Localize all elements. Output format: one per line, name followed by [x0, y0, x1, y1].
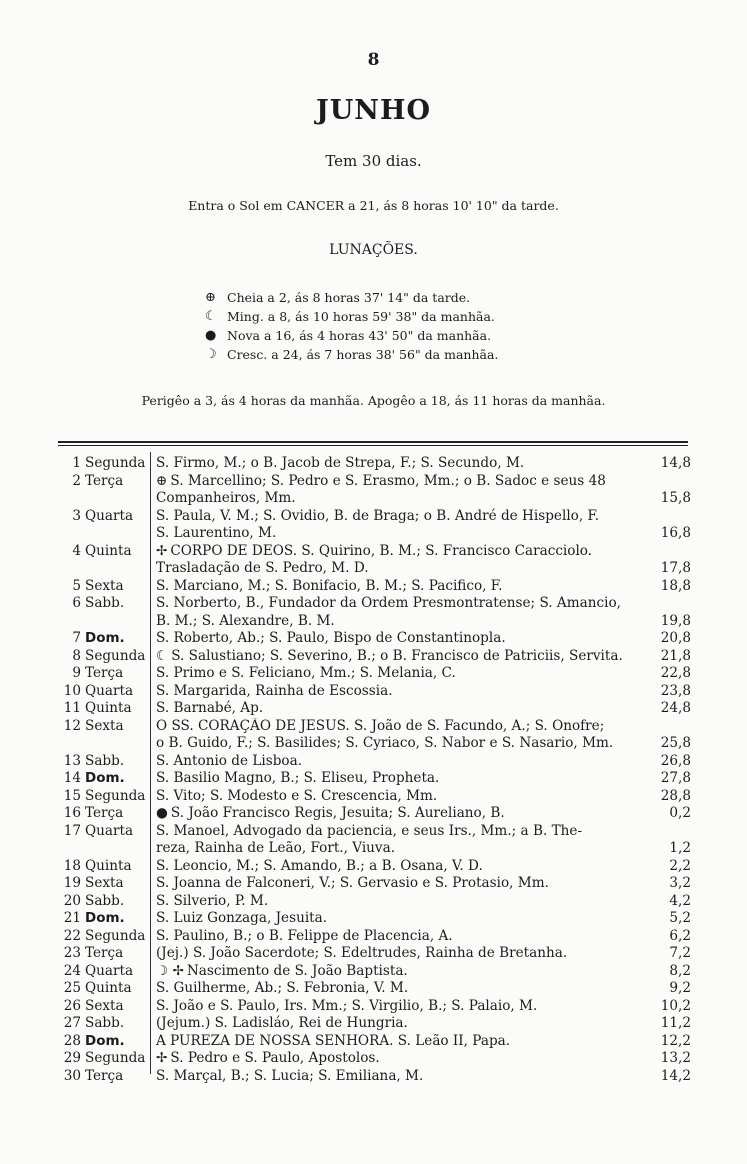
day-number: 12 [63, 717, 81, 734]
saints-line [156, 753, 629, 771]
moon-age-cell [629, 823, 691, 858]
moon-age-cell [629, 665, 691, 683]
day-number: 19 [63, 875, 81, 891]
saints-text [151, 1050, 629, 1068]
saints-line [156, 595, 629, 613]
weekday: Terça [85, 665, 124, 681]
day-number: 23 [63, 945, 81, 961]
day-number: 28 [63, 1032, 81, 1049]
day-number: 3 [72, 507, 81, 524]
phase-new-moon [205, 326, 498, 345]
moon-age-value: 0,2 [669, 805, 691, 821]
weekday: Quarta [85, 822, 134, 839]
saints-text [151, 753, 629, 771]
days-count: Tem 30 dias. [325, 152, 422, 170]
saints-line [156, 560, 629, 578]
saints-text [151, 998, 629, 1016]
moon-age-cell [629, 893, 691, 911]
weekday: Dom. [85, 910, 125, 926]
day-number: 1 [72, 455, 81, 471]
table-top-rule-thin [58, 445, 688, 446]
moon-age-cell [629, 683, 691, 701]
table-row [55, 1033, 695, 1051]
weekday: Sexta [85, 717, 124, 734]
table-row [55, 455, 695, 473]
weekday: Terça [85, 805, 124, 821]
saints-line-text: S. Marçal, B.; S. Lucia; S. Emiliana, M. [156, 1067, 424, 1084]
saints-text [151, 578, 629, 596]
moon-age-value: 19,8 [660, 612, 691, 629]
saints-line-text: S. Paulino, B.; o B. Felippe de Placencia, A. [156, 927, 453, 944]
saints-line [156, 1068, 629, 1086]
saints-line-text: A PUREZA DE NOSSA SENHORA. S. Leão II, Papa. [156, 1032, 511, 1049]
saints-line [156, 1050, 629, 1068]
saints-line-text: S. Joanna de Falconeri, V.; S. Gervasio e S. Protasio, Mm. [156, 875, 549, 891]
saints-line-text: Companheiros, Mm. [156, 490, 296, 506]
saints-line [156, 455, 629, 473]
full-moon-icon: ⊕ [205, 290, 216, 305]
day-number: 13 [63, 752, 81, 769]
moon-age-value: 27,8 [660, 770, 691, 786]
moon-age-value: 12,2 [660, 1032, 691, 1049]
weekday: Segunda [85, 927, 146, 944]
full-moon-icon: ⊕ [156, 472, 168, 489]
day-number: 22 [63, 927, 81, 944]
moon-age-cell [629, 1050, 691, 1068]
saints-line [156, 1033, 629, 1051]
saints-line-text: Nascimento de S. João Baptista. [186, 962, 408, 979]
weekday: Quinta [85, 542, 132, 559]
moon-age-cell [629, 718, 691, 753]
moon-age-cell [629, 648, 691, 666]
day-number: 17 [63, 822, 81, 839]
moon-age-value: 14,2 [660, 1067, 691, 1084]
saints-text [151, 910, 629, 928]
moon-age-value: 11,2 [660, 1015, 691, 1031]
moon-age-value: 24,8 [660, 700, 691, 716]
saints-line-text: (Jejum.) S. Ladisláo, Rei de Hungria. [156, 1015, 408, 1031]
first-quarter-moon-icon: ☽ [205, 347, 217, 362]
moon-age-value: 20,8 [660, 630, 691, 646]
saints-line [156, 718, 629, 736]
day-number: 30 [63, 1067, 81, 1084]
weekday: Sabb. [85, 752, 125, 769]
moon-age-cell [629, 595, 691, 630]
day-number: 21 [63, 910, 81, 926]
moon-age-cell [629, 1068, 691, 1086]
day-number: 4 [72, 542, 81, 559]
moon-age-value: 13,2 [660, 1050, 691, 1066]
moon-age-cell [629, 700, 691, 718]
moon-age-cell [629, 858, 691, 876]
day-number: 27 [63, 1015, 81, 1031]
page-number: 8 [367, 50, 380, 70]
saints-line-text: S. Norberto, B., Fundador da Ordem Presmontratense; S. Amancio, [156, 595, 621, 611]
saints-text [151, 543, 629, 578]
spacer [629, 595, 691, 613]
saints-line-text: S. Luiz Gonzaga, Jesuita. [156, 910, 328, 926]
day-number: 24 [63, 962, 81, 979]
saints-text [151, 630, 629, 648]
saints-line-text: S. Roberto, Ab.; S. Paulo, Bispo de Constantinopla. [156, 630, 506, 646]
day-number: 14 [63, 770, 81, 786]
weekday: Sexta [85, 875, 124, 891]
phase-full-moon [205, 288, 498, 307]
moon-age-value: 8,2 [669, 962, 691, 979]
moon-age-value: 1,2 [669, 840, 691, 856]
saints-line-text: S. Antonio de Lisboa. [156, 752, 303, 769]
saints-text [151, 508, 629, 543]
last-quarter-moon-icon: ☾ [156, 647, 169, 664]
moon-age-cell [629, 508, 691, 543]
table-row [55, 875, 695, 893]
saints-line [156, 858, 629, 876]
saints-line [156, 998, 629, 1016]
moon-age-cell [629, 805, 691, 823]
table-row [55, 595, 695, 630]
table-row [55, 770, 695, 788]
sun-entry: Entra o Sol em CANCER a 21, ás 8 horas 10' 10" da tarde. [188, 198, 559, 213]
saints-line-text: S. Barnabé, Ap. [156, 700, 264, 716]
saints-text [151, 963, 629, 981]
saints-line [156, 875, 629, 893]
phase-text: Cresc. a 24, ás 7 horas 38' 56" da manhãa. [227, 347, 499, 362]
table-row [55, 683, 695, 701]
saints-text [151, 770, 629, 788]
saints-line-text: S. Silverio, P. M. [156, 892, 269, 909]
saints-line-text: S. Salustiano; S. Severino, B.; o B. Francisco de Patriciis, Servita. [171, 647, 623, 664]
saints-line-text: S. Marcellino; S. Pedro e S. Erasmo, Mm.; o B. Sadoc e seus 48 [170, 472, 606, 489]
saints-line-text: S. Guilherme, Ab.; S. Febronia, V. M. [156, 980, 409, 996]
day-number: 25 [63, 980, 81, 996]
moon-age-cell [629, 455, 691, 473]
saints-line [156, 980, 629, 998]
saints-text [151, 893, 629, 911]
moon-age-cell [629, 963, 691, 981]
saints-line-text: S. Paula, V. M.; S. Ovidio, B. de Braga; o B. André de Hispello, F. [156, 507, 600, 524]
moon-age-value: 9,2 [669, 980, 691, 996]
phase-text: Ming. a 8, ás 10 horas 59' 38" da manhãa. [227, 309, 495, 324]
table-row [55, 805, 695, 823]
saints-line-text: S. Vito; S. Modesto e S. Crescencia, Mm. [156, 787, 438, 804]
moon-age-cell [629, 945, 691, 963]
new-moon-icon: ● [205, 328, 217, 343]
moon-age-value: 10,2 [660, 997, 691, 1014]
table-row [55, 893, 695, 911]
saints-line [156, 525, 629, 543]
table-top-rule [58, 441, 688, 443]
weekday: Quinta [85, 980, 132, 996]
saints-line [156, 893, 629, 911]
weekday: Quinta [85, 700, 132, 716]
day-number: 8 [72, 647, 81, 664]
table-row [55, 910, 695, 928]
saints-text [151, 875, 629, 893]
weekday: Sabb. [85, 1015, 125, 1031]
saints-line-text: S. Margarida, Rainha de Escossia. [156, 682, 393, 699]
saints-line-text: S. Marciano, M.; S. Bonifacio, B. M.; S. Pacifico, F. [156, 577, 503, 594]
saints-line [156, 805, 629, 823]
saints-text [151, 1068, 629, 1086]
spacer [629, 718, 691, 736]
saints-text [151, 648, 629, 666]
saints-line-text: S. Manoel, Advogado da paciencia, e seus Irs., Mm.; a B. The- [156, 822, 583, 839]
table-row [55, 980, 695, 998]
day-number: 9 [72, 665, 81, 681]
moon-age-value: 18,8 [660, 577, 691, 594]
moon-age-value: 28,8 [660, 787, 691, 804]
saints-text [151, 1033, 629, 1051]
table-row [55, 1015, 695, 1033]
weekday: Quarta [85, 682, 134, 699]
saints-text [151, 595, 629, 630]
table-row [55, 1050, 695, 1068]
moon-age-value: 22,8 [660, 665, 691, 681]
table-row [55, 665, 695, 683]
moon-age-cell [629, 928, 691, 946]
saints-text [151, 718, 629, 753]
saints-line-text: S. Firmo, M.; o B. Jacob de Strepa, F.; S. Secundo, M. [156, 455, 525, 471]
weekday: Quinta [85, 857, 132, 874]
lunations-title: LUNAÇÕES. [329, 242, 418, 258]
saints-line [156, 665, 629, 683]
moon-age-cell [629, 578, 691, 596]
saints-text [151, 1015, 629, 1033]
moon-age-value: 15,8 [660, 490, 691, 506]
spacer [629, 473, 691, 491]
saints-line-text: reza, Rainha de Leão, Fort., Viuva. [156, 840, 396, 856]
saints-line [156, 735, 629, 753]
saints-line [156, 700, 629, 718]
day-number: 15 [63, 787, 81, 804]
saints-text [151, 473, 629, 508]
moon-age-cell [629, 998, 691, 1016]
cross-icon: ✢ [156, 542, 168, 559]
weekday: Sexta [85, 577, 124, 594]
saints-line-text: CORPO DE DEOS. S. Quirino, B. M.; S. Francisco Caracciolo. [170, 542, 593, 559]
saints-line [156, 473, 629, 491]
saints-line-text: S. Leoncio, M.; S. Amando, B.; a B. Osana, V. D. [156, 857, 483, 874]
spacer [629, 823, 691, 841]
moon-age-cell [629, 1015, 691, 1033]
saints-line [156, 823, 629, 841]
saints-line-text: S. Laurentino, M. [156, 525, 277, 541]
weekday: Terça [85, 945, 124, 961]
table-row [55, 508, 695, 543]
saints-line [156, 928, 629, 946]
weekday: Quarta [85, 962, 134, 979]
moon-age-value: 14,8 [660, 455, 691, 471]
weekday: Sabb. [85, 595, 125, 611]
saints-line [156, 613, 629, 631]
moon-age-cell [629, 753, 691, 771]
table-row [55, 718, 695, 753]
saints-line-text: B. M.; S. Alexandre, B. M. [156, 612, 335, 629]
first-quarter-moon-cross-icon: ☽ ✢ [156, 962, 184, 979]
weekday: Sabb. [85, 892, 125, 909]
table-row [55, 1068, 695, 1086]
saints-text [151, 805, 629, 823]
weekday: Segunda [85, 647, 146, 664]
last-quarter-moon-icon: ☾ [205, 309, 217, 324]
phase-last-quarter [205, 307, 498, 326]
saints-line [156, 490, 629, 508]
saints-text [151, 858, 629, 876]
weekday: Dom. [85, 630, 125, 646]
moon-age-value: 21,8 [660, 647, 691, 664]
saints-text [151, 928, 629, 946]
perigee-apogee: Perigêo a 3, ás 4 horas da manhãa. Apogêo a 18, ás 11 horas da manhãa. [141, 393, 606, 408]
saints-line [156, 963, 629, 981]
saints-line [156, 788, 629, 806]
saints-text [151, 665, 629, 683]
saints-line-text: S. João e S. Paulo, Irs. Mm.; S. Virgilio, B.; S. Palaio, M. [156, 997, 538, 1014]
phase-text: Cheia a 2, ás 8 horas 37' 14" da tarde. [227, 290, 471, 305]
phase-first-quarter [205, 345, 498, 364]
moon-age-value: 17,8 [660, 560, 691, 576]
moon-age-value: 4,2 [669, 892, 691, 909]
saints-line-text: o B. Guido, F.; S. Basilides; S. Cyriaco, S. Nabor e S. Nasario, Mm. [156, 735, 614, 751]
day-number: 26 [63, 997, 81, 1014]
weekday: Segunda [85, 455, 146, 471]
day-number: 7 [72, 630, 81, 646]
weekday: Segunda [85, 787, 146, 804]
moon-age-cell [629, 770, 691, 788]
day-number: 18 [63, 857, 81, 874]
saints-text [151, 980, 629, 998]
saints-line [156, 648, 629, 666]
day-number: 11 [63, 700, 81, 716]
moon-age-value: 23,8 [660, 682, 691, 699]
day-number: 5 [72, 577, 81, 594]
day-number: 10 [63, 682, 81, 699]
saints-text [151, 945, 629, 963]
moon-age-cell [629, 473, 691, 508]
weekday: Terça [85, 1067, 124, 1084]
saints-text [151, 788, 629, 806]
spacer [629, 543, 691, 561]
table-row [55, 788, 695, 806]
moon-age-cell [629, 875, 691, 893]
table-row [55, 630, 695, 648]
calendar-table [55, 455, 695, 1085]
saints-line [156, 543, 629, 561]
moon-age-cell [629, 910, 691, 928]
moon-age-value: 25,8 [660, 735, 691, 751]
saints-text [151, 700, 629, 718]
saints-line-text: S. Primo e S. Feliciano, Mm.; S. Melania, C. [156, 665, 456, 681]
saints-line [156, 840, 629, 858]
moon-age-value: 5,2 [669, 910, 691, 926]
saints-line [156, 578, 629, 596]
moon-age-cell [629, 543, 691, 578]
weekday: Dom. [85, 1032, 125, 1049]
moon-age-cell [629, 788, 691, 806]
table-row [55, 473, 695, 508]
day-number: 16 [63, 805, 81, 821]
table-row [55, 578, 695, 596]
table-row [55, 648, 695, 666]
table-row [55, 858, 695, 876]
saints-line [156, 945, 629, 963]
saints-line [156, 683, 629, 701]
phase-text: Nova a 16, ás 4 horas 43' 50" da manhãa. [227, 328, 492, 343]
weekday: Sexta [85, 997, 124, 1014]
day-number: 29 [63, 1050, 81, 1066]
saints-line [156, 508, 629, 526]
table-row [55, 945, 695, 963]
table-row [55, 963, 695, 981]
moon-age-value: 7,2 [669, 945, 691, 961]
moon-age-value: 2,2 [669, 857, 691, 874]
day-number: 20 [63, 892, 81, 909]
moon-age-value: 16,8 [660, 525, 691, 541]
saints-line-text: S. Pedro e S. Paulo, Apostolos. [170, 1050, 380, 1066]
moon-age-value: 3,2 [669, 875, 691, 891]
spacer [629, 508, 691, 526]
lunations-list [205, 288, 498, 364]
table-row [55, 700, 695, 718]
table-row [55, 998, 695, 1016]
saints-text [151, 683, 629, 701]
table-row [55, 928, 695, 946]
month-title: JUNHO [315, 95, 432, 126]
weekday: Dom. [85, 770, 125, 786]
moon-age-cell [629, 1033, 691, 1051]
saints-text [151, 823, 629, 858]
saints-text [151, 455, 629, 473]
day-number: 6 [72, 595, 81, 611]
moon-age-value: 26,8 [660, 752, 691, 769]
saints-line-text: O SS. CORAÇÃO DE JESUS. S. João de S. Facundo, A.; S. Onofre; [156, 717, 605, 734]
saints-line-text: S. Basilio Magno, B.; S. Eliseu, Propheta. [156, 770, 440, 786]
table-row [55, 543, 695, 578]
table-row [55, 753, 695, 771]
weekday: Quarta [85, 507, 134, 524]
saints-line [156, 770, 629, 788]
moon-age-value: 6,2 [669, 927, 691, 944]
new-moon-icon: ● [156, 805, 168, 821]
day-number: 2 [72, 472, 81, 489]
saints-line-text: (Jej.) S. João Sacerdote; S. Edeltrudes, Rainha de Bretanha. [156, 945, 568, 961]
weekday: Segunda [85, 1050, 146, 1066]
moon-age-cell [629, 980, 691, 998]
table-row [55, 823, 695, 858]
saints-line [156, 910, 629, 928]
cross-icon: ✢ [156, 1050, 168, 1066]
moon-age-cell [629, 630, 691, 648]
saints-line-text: Trasladação de S. Pedro, M. D. [156, 560, 369, 576]
saints-line-text: S. João Francisco Regis, Jesuita; S. Aureliano, B. [170, 805, 505, 821]
saints-line [156, 1015, 629, 1033]
saints-line [156, 630, 629, 648]
weekday: Terça [85, 472, 124, 489]
